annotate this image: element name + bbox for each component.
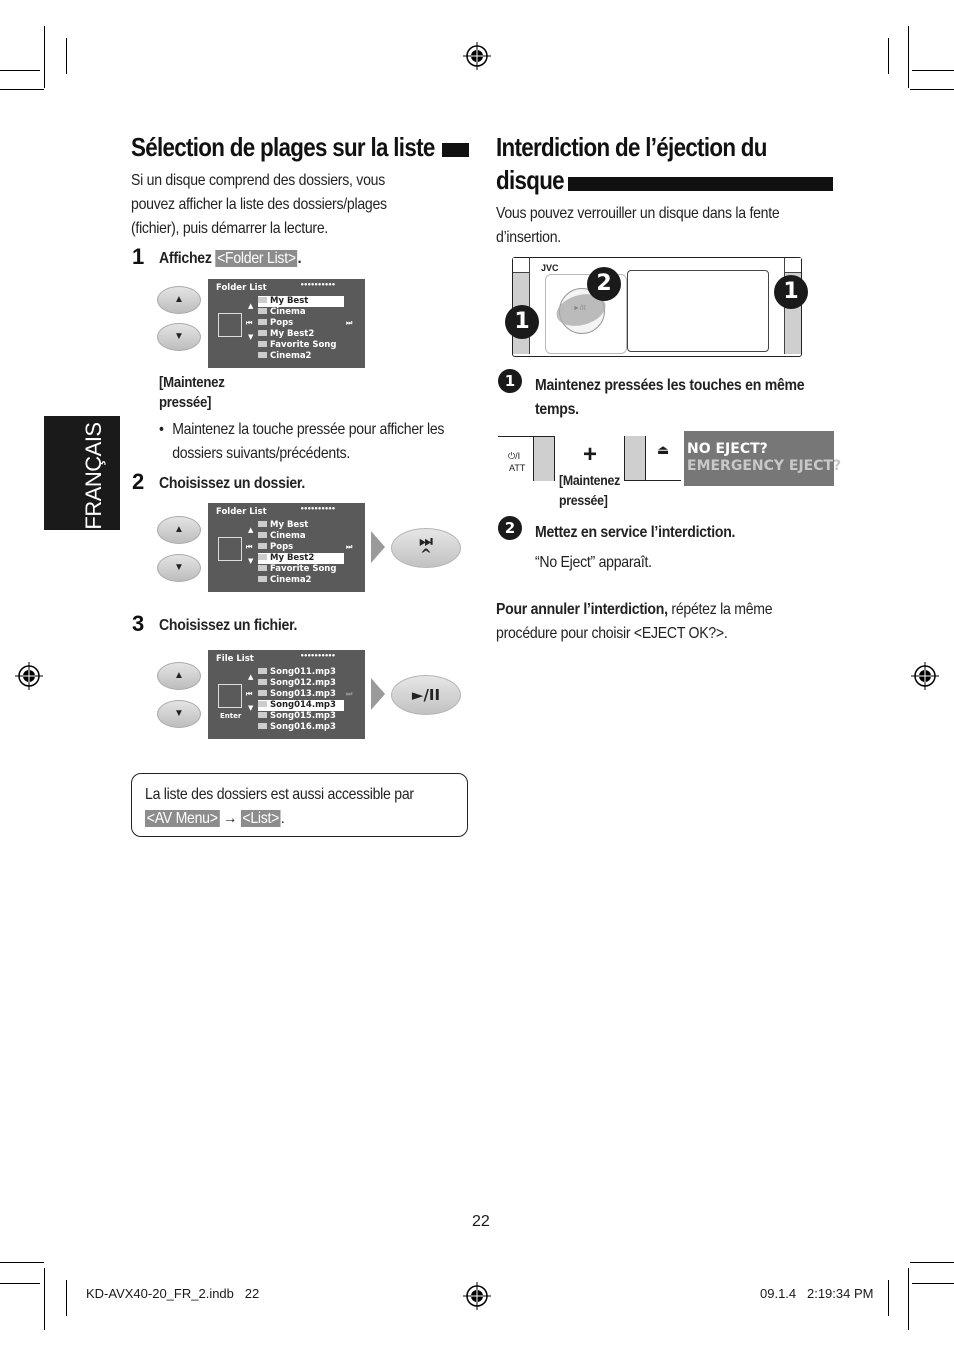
- step-number-2: 2: [132, 469, 145, 494]
- down-button-2[interactable]: ▼: [157, 554, 201, 582]
- language-side-tab: [44, 416, 120, 530]
- cancel-instruction: Pour annuler l’interdiction, répétez la même procédure pour choisir <EJECT OK?>.: [496, 601, 773, 642]
- emergency-eject-option: EMERGENCY EJECT?: [687, 458, 842, 474]
- step-circle-1: 1: [498, 369, 522, 393]
- device-panel: [512, 257, 802, 357]
- hold-label-right: [Maintenez pressée]: [559, 472, 621, 508]
- registration-mark-right: [911, 662, 939, 690]
- step-number-1: 1: [132, 244, 145, 269]
- up-button-3[interactable]: ▲: [157, 662, 201, 690]
- list-tag: <List>: [242, 810, 280, 827]
- play-pause-button[interactable]: ►/II: [391, 675, 461, 715]
- no-eject-screen: [684, 431, 842, 486]
- bullet-hold-key: • Maintenez la touche pressée pour afficher les dossiers suivants/précédents.: [159, 421, 445, 462]
- file-slug: KD-AVX40-20_FR_2.indb 22: [86, 1286, 260, 1301]
- plus-sign: +: [583, 441, 598, 468]
- callout-1-left: 1: [505, 305, 539, 339]
- eject-key[interactable]: [624, 436, 681, 481]
- next-track-button[interactable]: ⏭ ^: [391, 528, 461, 568]
- step-1-text: Affichez <Folder List> .: [159, 250, 302, 267]
- eject-icon: ⏏: [657, 442, 670, 457]
- down-button[interactable]: ▼: [157, 323, 201, 351]
- note-text: La liste des dossiers est aussi accessible par: [145, 786, 414, 803]
- arrow-right-icon-2: [371, 678, 385, 710]
- right-step-2-note: “No Eject” apparaît.: [535, 554, 652, 571]
- no-eject-option: NO EJECT?: [687, 441, 768, 457]
- arrow-right-icon: [371, 531, 385, 563]
- brand-logo: JVC: [541, 263, 559, 273]
- av-menu-tag: <AV Menu>: [146, 810, 218, 827]
- enter-label: Enter: [220, 712, 242, 720]
- power-icon: ⏻/I: [508, 451, 521, 461]
- folder-list-tag: <Folder List>: [217, 250, 296, 267]
- section-title-track-list: Sélection de plages sur la liste: [131, 132, 435, 162]
- callout-2: 2: [587, 267, 621, 301]
- note-box: La liste des dossiers est aussi accessible par <AV Menu> → <List> .: [131, 773, 468, 837]
- folder-list-screen-1: Folder List •••••••••• ▲ ⏮ ▼ ⏭ My Best Cinema Pops My Best2 Favorite Song Cinema2: [208, 279, 365, 368]
- print-date: 09.1.4 2:19:34 PM: [760, 1286, 874, 1301]
- att-label: ATT: [509, 463, 526, 473]
- registration-mark-top: [463, 42, 491, 70]
- arrow-icon: →: [223, 810, 237, 827]
- power-att-key[interactable]: [498, 436, 555, 481]
- hold-label-1: [Maintenez pressée]: [159, 374, 225, 411]
- step-number-3: 3: [132, 611, 145, 636]
- file-list-screen: File List •••••••••• ▲ ⏮ ▼ ⏭ Enter Song011.mp3 Song012.mp3 Song013.mp3 Song014.mp3 Song015.mp3 Song016.mp3: [208, 650, 365, 739]
- intro-text-right: Vous pouvez verrouiller un disque dans la fente d’insertion.: [496, 205, 780, 246]
- step-circle-2: 2: [498, 516, 522, 540]
- registration-mark-bottom: [463, 1282, 491, 1310]
- folder-list-screen-2: Folder List •••••••••• ▲ ⏮ ▼ ⏭ My Best Cinema Pops My Best2 Favorite Song Cinema2: [208, 503, 365, 592]
- title-bar-decoration: [442, 143, 469, 157]
- page-number: 22: [472, 1213, 490, 1230]
- section-title-no-eject: Interdiction de l’éjection du disque: [496, 132, 767, 195]
- up-button-2[interactable]: ▲: [157, 516, 201, 544]
- intro-text-left: Si un disque comprend des dossiers, vous pouvez afficher la liste des dossiers/plages (fichier), puis démarrer la lecture.: [131, 172, 387, 237]
- step-3-text: Choisissez un fichier.: [159, 617, 298, 634]
- callout-1-right: 1: [774, 275, 808, 309]
- registration-mark-left: [15, 662, 43, 690]
- up-button[interactable]: ▲: [157, 286, 201, 314]
- title-bar-decoration-right: [568, 177, 833, 191]
- down-button-3[interactable]: ▼: [157, 700, 201, 728]
- right-step-1-text: Maintenez pressées les touches en même temps.: [535, 377, 805, 418]
- right-step-2-text: Mettez en service l’interdiction.: [535, 524, 736, 541]
- step-2-text: Choisissez un dossier.: [159, 475, 305, 492]
- language-label: FRANÇAIS: [81, 422, 106, 530]
